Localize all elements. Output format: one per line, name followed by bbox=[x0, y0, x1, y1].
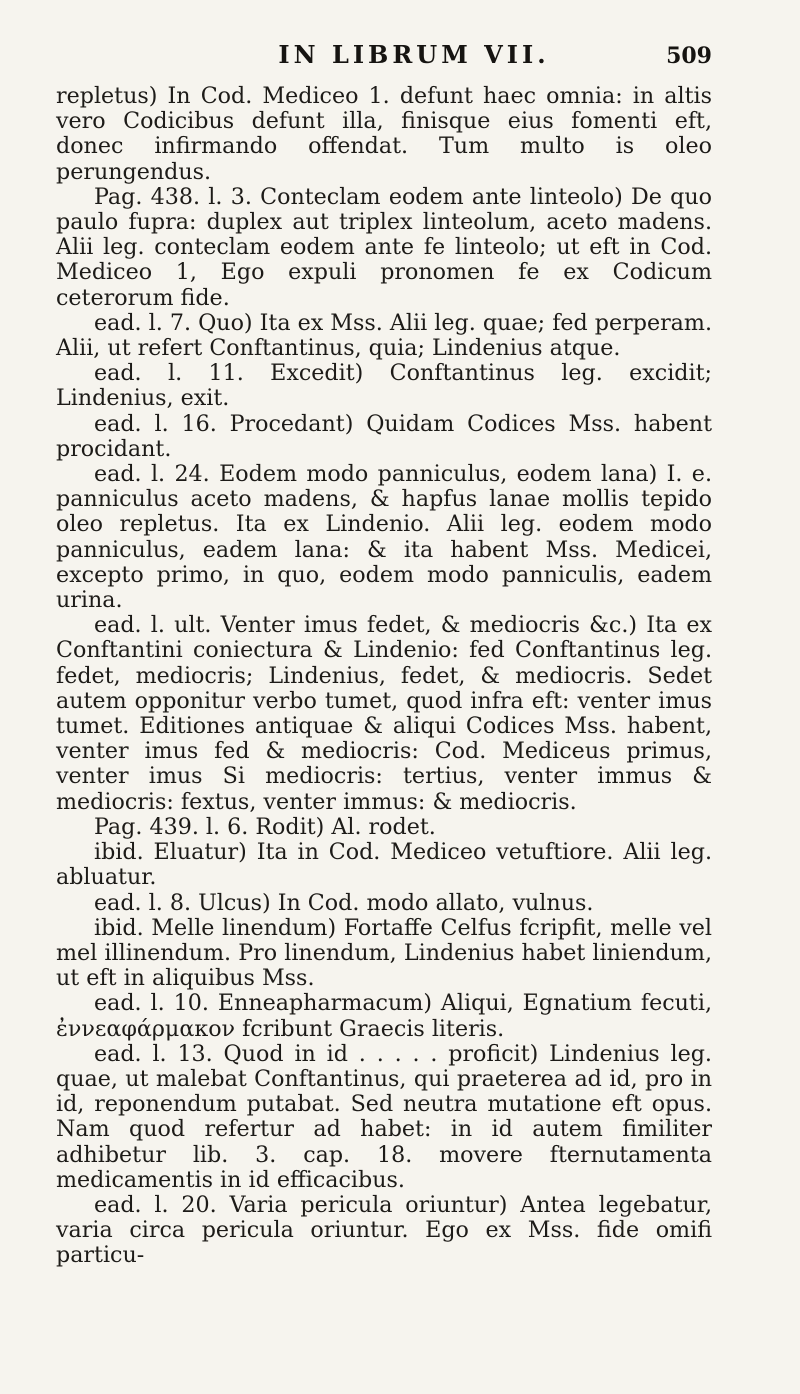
paragraph-continuation: repletus) In Cod. Mediceo 1. defunt haec omnia: in altis vero Codicibus defunt illa, finisque eius fomenti eft, donec infirmando offendat. Tum multo is oleo perungendus. bbox=[56, 83, 712, 185]
commentary-entry: Pag. 438. l. 3. Conteclam eodem ante linteolo) De quo paulo fupra: duplex aut triplex linteolum, aceto madens. Alii leg. conteclam eodem ante fe linteolo; ut eft in Cod. Mediceo 1, Ego expuli pronomen fe ex Codicum ceterorum fide. bbox=[56, 183, 712, 311]
commentary-entry: ead. l. 16. Procedant) Quidam Codices Mss. habent procidant. bbox=[56, 410, 712, 462]
commentary-entry: ibid. Eluatur) Ita in Cod. Mediceo vetuftiore. Alii leg. abluatur. bbox=[56, 839, 712, 891]
commentary-entry: ead. l. 10. Enneapharmacum) Aliqui, Egnatium fecuti, ἐννεαφάρμακον fcribunt Graecis literis. bbox=[56, 990, 712, 1042]
commentary-entry: ead. l. 7. Quo) Ita ex Mss. Alii leg. quae; fed perperam. Alii, ut refert Conftantinus, quia; Lindenius atque. bbox=[56, 309, 712, 362]
commentary-entry: ead. l. ult. Venter imus fedet, & mediocris &c.) Ita ex Conftantini coniectura & Lindenio: fed Conftantinus leg. fedet, mediocris; Lindenius, fedet, & mediocris. Sedet autem opponitur verbo tumet, quod infra eft: venter imus tumet. Editiones antiquae & aliqui Codices Mss. habent, venter imus fed & mediocris: Cod. Mediceus primus, venter imus Si mediocris: tertius, venter immus & mediocris: fextus, venter immus: & mediocris. bbox=[56, 612, 712, 815]
commentary-entry: ead. l. 24. Eodem modo panniculus, eodem lana) I. e. panniculus aceto madens, & hapfus lanae mollis tepido oleo repletus. Ita ex Lindenio. Alii leg. eodem modo panniculus, eadem lana: & ita habent Mss. Medicei, excepto primo, in quo, eodem modo panniculis, eadem urina. bbox=[56, 461, 712, 614]
commentary-entry: ead. l. 20. Varia pericula oriuntur) Antea legebatur, varia circa pericula oriuntur. Ego ex Mss. fide omifi particu- bbox=[56, 1191, 712, 1269]
commentary-entry: ibid. Melle linendum) Fortaffe Celfus fcripfit, melle vel mel illinendum. Pro linendum, Lindenius habet liniendum, ut eft in aliquibus Mss. bbox=[56, 914, 712, 992]
commentary-text bbox=[56, 84, 712, 1269]
commentary-entry: ead. l. 8. Ulcus) In Cod. modo allato, vulnus. bbox=[94, 889, 594, 916]
page-header bbox=[56, 40, 712, 74]
commentary-entry: ead. l. 11. Excedit) Conftantinus leg. excidit; Lindenius, exit. bbox=[56, 360, 712, 412]
running-head: IN LIBRUM VII. bbox=[278, 40, 550, 69]
page-number: 509 bbox=[666, 43, 712, 69]
commentary-entry: Pag. 439. l. 6. Rodit) Al. rodet. bbox=[94, 813, 436, 840]
commentary-entry: ead. l. 13. Quod in id . . . . . proficit) Lindenius leg. quae, ut malebat Conftantinus, qui praeterea ad id, pro in id, reponendum putabat. Sed neutra mutatione eft opus. Nam quod refertur ad habet: in id autem fimiliter adhibetur lib. 3. cap. 18. movere fternutamenta medicamentis in id efficacibus. bbox=[56, 1040, 712, 1193]
